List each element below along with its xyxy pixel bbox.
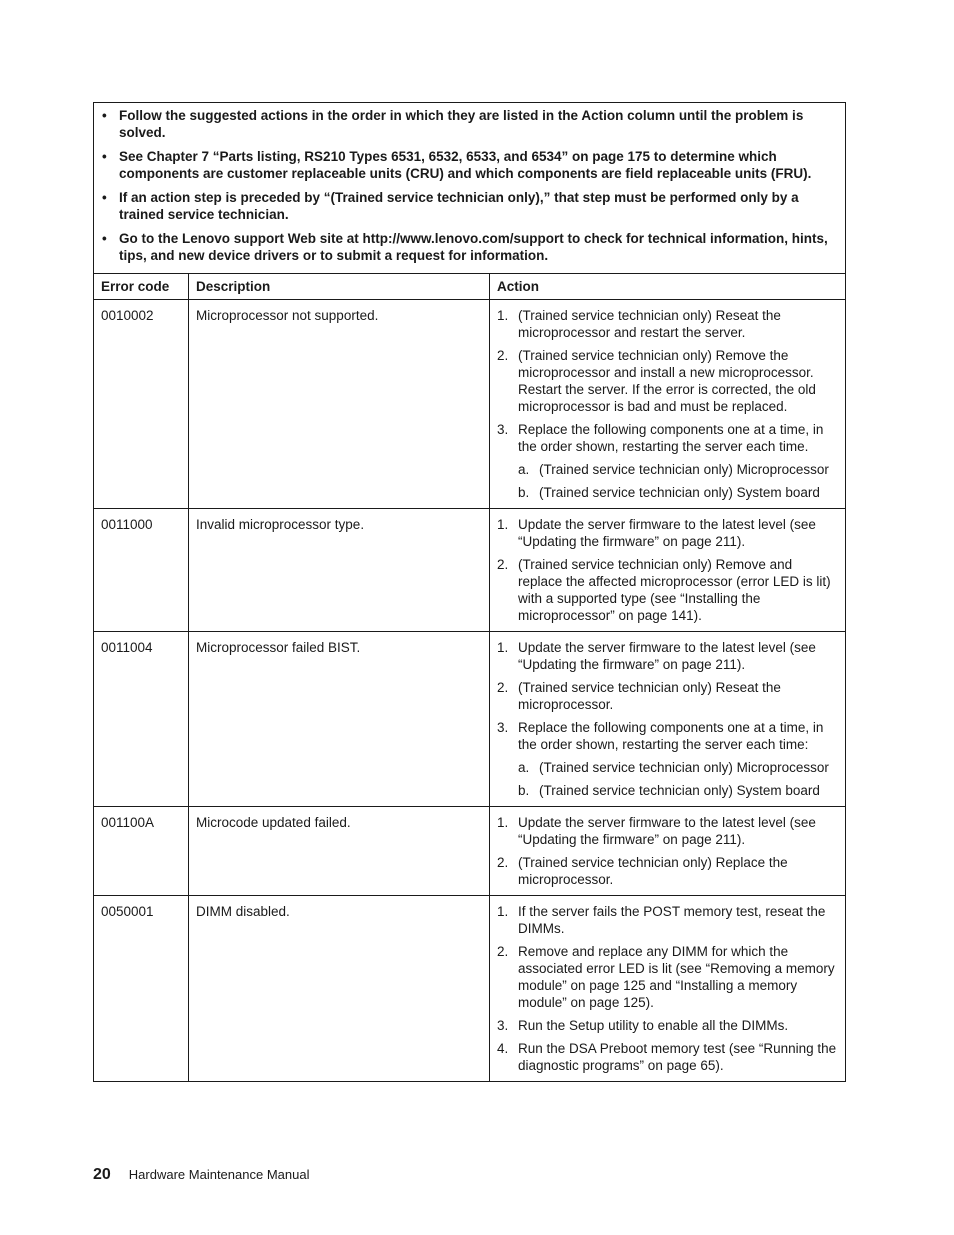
- bullet-icon: •: [102, 108, 107, 123]
- step-number: 2.: [497, 855, 509, 870]
- substep-text: (Trained service technician only) Microprocessor: [539, 760, 829, 775]
- error-code-cell: 0010002: [94, 300, 189, 509]
- step-text: (Trained service technician only) Reseat the microprocessor and restart the server.: [518, 308, 781, 340]
- action-steps: [497, 903, 838, 1074]
- action-substeps: [518, 759, 838, 799]
- footer-title: Hardware Maintenance Manual: [128, 1167, 310, 1182]
- table-row: [94, 300, 846, 509]
- description-cell: Microprocessor failed BIST.: [189, 632, 490, 807]
- description-cell: Microprocessor not supported.: [189, 300, 490, 509]
- notes-cell: [94, 103, 846, 274]
- action-step: [497, 679, 838, 713]
- description-cell: Microcode updated failed.: [189, 807, 490, 896]
- step-text: Run the DSA Preboot memory test (see “Running the diagnostic programs” on page 65).: [518, 1041, 837, 1073]
- step-number: 3.: [497, 422, 509, 437]
- action-steps: [497, 814, 838, 888]
- column-header-description: Description: [189, 274, 490, 300]
- step-number: 2.: [497, 680, 509, 695]
- step-number: 3.: [497, 720, 509, 735]
- action-step: [497, 854, 838, 888]
- action-step: [497, 719, 838, 799]
- substep-text: (Trained service technician only) Microprocessor: [539, 462, 829, 477]
- substep-letter: b.: [518, 783, 530, 798]
- error-code-cell: 001100A: [94, 807, 189, 896]
- bullet-icon: •: [102, 149, 107, 164]
- action-step: [497, 516, 838, 550]
- action-step: [497, 307, 838, 341]
- step-number: 2.: [497, 348, 509, 363]
- error-code-table: [93, 102, 846, 1082]
- step-text: Replace the following components one at a time, in the order shown, restarting the server each time:: [518, 720, 824, 752]
- action-substep: [518, 484, 838, 501]
- action-cell: [490, 509, 846, 632]
- action-step: [497, 814, 838, 848]
- step-text: If the server fails the POST memory test, reseat the DIMMs.: [518, 904, 826, 936]
- step-text: (Trained service technician only) Reseat the microprocessor.: [518, 680, 781, 712]
- note-item: • See Chapter 7 “Parts listing, RS210 Types 6531, 6532, 6533, and 6534” on page 175 to determine which components are customer replaceable units (CRU) and which components are field replaceable units (FRU).: [102, 149, 812, 181]
- table-row: [94, 632, 846, 807]
- step-number: 1.: [497, 308, 509, 323]
- action-substep: [518, 759, 838, 776]
- action-step: [497, 903, 838, 937]
- step-text: (Trained service technician only) Replace the microprocessor.: [518, 855, 788, 887]
- action-steps: [497, 516, 838, 624]
- step-text: Remove and replace any DIMM for which the associated error LED is lit (see “Removing a memory module” on page 125 and “Installing a memory module” on page 125).: [518, 944, 835, 1010]
- step-number: 2.: [497, 557, 509, 572]
- notes-list: [102, 107, 837, 264]
- substep-text: (Trained service technician only) System board: [539, 783, 820, 798]
- note-item: • If an action step is preceded by “(Trained service technician only),” that step must be performed only by a trained service technician.: [102, 190, 799, 222]
- step-text: Run the Setup utility to enable all the DIMMs.: [518, 1018, 789, 1033]
- table-row: [94, 896, 846, 1082]
- bullet-icon: •: [102, 231, 107, 246]
- substep-letter: a.: [518, 462, 530, 477]
- action-substep: [518, 461, 838, 478]
- step-number: 4.: [497, 1041, 509, 1056]
- action-step: [497, 639, 838, 673]
- table-row: [94, 509, 846, 632]
- action-steps: [497, 307, 838, 501]
- action-cell: [490, 300, 846, 509]
- description-cell: Invalid microprocessor type.: [189, 509, 490, 632]
- action-step: [497, 943, 838, 1011]
- step-number: 1.: [497, 640, 509, 655]
- step-number: 2.: [497, 944, 509, 959]
- table-row: [94, 807, 846, 896]
- action-step: [497, 556, 838, 624]
- step-text: Update the server firmware to the latest level (see “Updating the firmware” on page 211).: [518, 517, 816, 549]
- step-text: Update the server firmware to the latest level (see “Updating the firmware” on page 211).: [518, 815, 816, 847]
- substep-letter: b.: [518, 485, 530, 500]
- notes-row: [94, 103, 846, 274]
- step-text: Replace the following components one at a time, in the order shown, restarting the server each time.: [518, 422, 824, 454]
- action-step: [497, 421, 838, 501]
- action-step: [497, 1040, 838, 1074]
- action-steps: [497, 639, 838, 799]
- action-cell: [490, 896, 846, 1082]
- step-text: (Trained service technician only) Remove the microprocessor and install a new microprocessor. Restart the server. If the error is corrected, the old microprocessor is bad and must be replaced.: [518, 348, 816, 414]
- page-footer: [93, 1166, 309, 1183]
- step-number: 1.: [497, 517, 509, 532]
- error-code-cell: 0011004: [94, 632, 189, 807]
- action-substeps: [518, 461, 838, 501]
- step-number: 1.: [497, 904, 509, 919]
- note-item: • Go to the Lenovo support Web site at http://www.lenovo.com/support to check for technical information, hints, tips, and new device drivers or to submit a request for information.: [102, 231, 828, 263]
- action-substep: [518, 782, 838, 799]
- action-step: [497, 347, 838, 415]
- step-text: (Trained service technician only) Remove and replace the affected microprocessor (error LED is lit) with a supported type (see “Installing the microprocessor” on page 141).: [518, 557, 831, 623]
- error-code-cell: 0011000: [94, 509, 189, 632]
- action-cell: [490, 807, 846, 896]
- action-cell: [490, 632, 846, 807]
- step-number: 3.: [497, 1018, 509, 1033]
- substep-letter: a.: [518, 760, 530, 775]
- note-item: • Follow the suggested actions in the order in which they are listed in the Action column until the problem is solved.: [102, 108, 804, 140]
- column-header-action: Action: [490, 274, 846, 300]
- step-text: Update the server firmware to the latest level (see “Updating the firmware” on page 211).: [518, 640, 816, 672]
- step-number: 1.: [497, 815, 509, 830]
- header-row: [94, 274, 846, 300]
- bullet-icon: •: [102, 190, 107, 205]
- table-body: [94, 300, 846, 1082]
- description-cell: DIMM disabled.: [189, 896, 490, 1082]
- column-header-error-code: Error code: [94, 274, 189, 300]
- page-number: 20: [93, 1166, 111, 1183]
- error-code-cell: 0050001: [94, 896, 189, 1082]
- substep-text: (Trained service technician only) System board: [539, 485, 820, 500]
- action-step: [497, 1017, 838, 1034]
